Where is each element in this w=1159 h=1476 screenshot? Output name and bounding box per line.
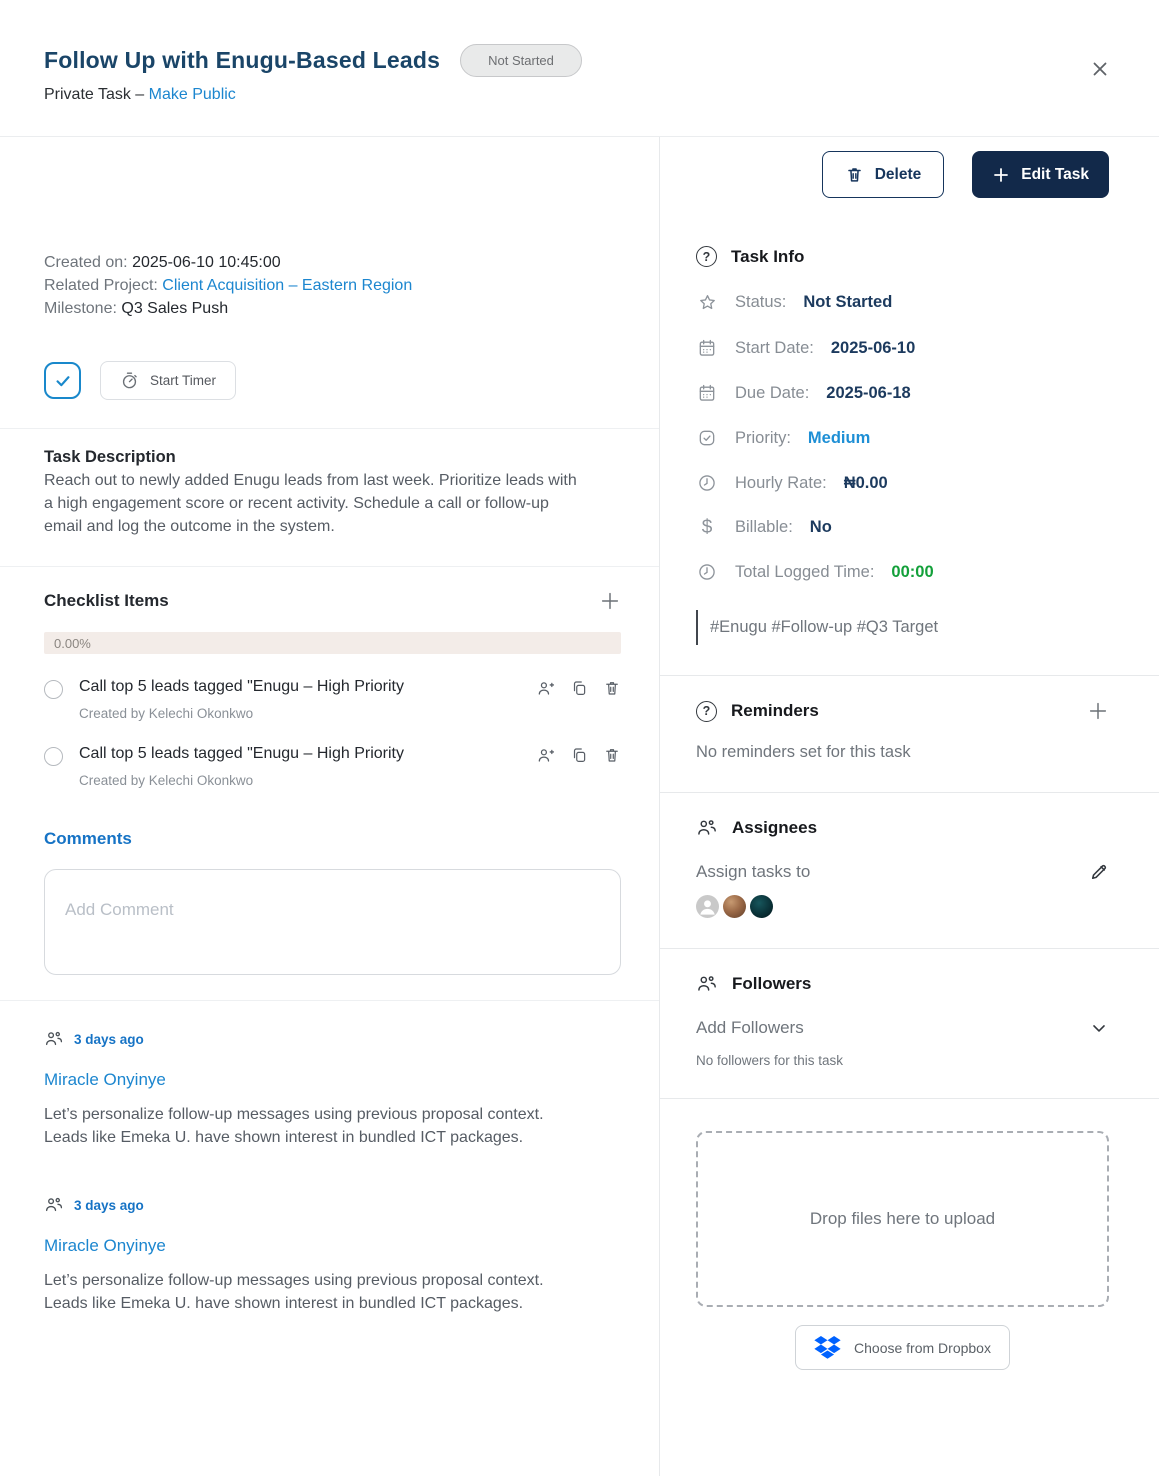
header-left: [44, 44, 582, 104]
privacy-subtitle: [44, 86, 582, 104]
status-row: [696, 292, 1109, 313]
privacy-label: Private Task –: [44, 86, 145, 103]
question-circle-icon: [696, 246, 717, 267]
checklist-item-meta: Created by Kelechi Okonkwo: [79, 773, 254, 788]
add-followers-dropdown[interactable]: [696, 1018, 1109, 1038]
question-circle-icon: [696, 701, 717, 722]
assign-person-icon[interactable]: [536, 679, 555, 698]
comment-entry: [44, 1195, 621, 1315]
calendar-icon: [696, 383, 718, 403]
task-description-body: Reach out to newly added Enugu leads from last week. Prioritize leads with a high engagement score or recent activity. Schedule a call or follow-up email and log the outcome in the system.: [44, 472, 577, 535]
due-date-row: [696, 383, 1109, 403]
milestone-row: [44, 297, 621, 320]
users-icon: [696, 973, 718, 995]
related-project-row: [44, 274, 621, 297]
followers-empty-text: No followers for this task: [696, 1053, 844, 1068]
add-followers-label: Add Followers: [696, 1018, 804, 1037]
assignees-section: [696, 817, 1109, 918]
checklist-progress-bar: [44, 632, 621, 654]
chevron-down-icon: [1089, 1018, 1109, 1038]
comment-timestamp: 3 days ago: [74, 1031, 144, 1047]
start-date-label: Start Date:: [735, 338, 814, 357]
copy-icon[interactable]: [570, 679, 588, 698]
delete-button[interactable]: [822, 151, 945, 198]
task-actions: [696, 151, 1109, 198]
check-icon: [53, 371, 73, 391]
task-meta: [44, 251, 621, 320]
assign-tasks-to-label: Assign tasks to: [696, 862, 811, 881]
start-timer-button[interactable]: [100, 361, 236, 400]
checklist-item-meta: Created by Kelechi Okonkwo: [79, 706, 254, 721]
billable-row: [696, 518, 1109, 537]
hourly-rate-label: Hourly Rate:: [735, 473, 827, 492]
start-date-row: [696, 338, 1109, 358]
billable-value: No: [809, 518, 832, 536]
status-badge: Not Started: [460, 44, 582, 77]
reminders-empty-text: No reminders set for this task: [696, 743, 911, 761]
copy-icon[interactable]: [570, 746, 588, 765]
avatar[interactable]: [750, 895, 773, 918]
choose-from-dropbox-button[interactable]: [795, 1325, 1010, 1370]
make-public-link[interactable]: Make Public: [148, 86, 236, 103]
logged-time-label: Total Logged Time:: [735, 562, 875, 581]
related-project-link[interactable]: Client Acquisition – Eastern Region: [162, 277, 413, 294]
timer-row: [44, 361, 621, 400]
divider: [0, 566, 659, 567]
dropbox-icon: [814, 1336, 841, 1359]
complete-task-checkbox[interactable]: [44, 362, 81, 399]
divider: [0, 1000, 659, 1001]
checklist-header: [44, 590, 621, 612]
star-icon: [696, 292, 718, 313]
add-reminder-icon[interactable]: [1087, 700, 1109, 722]
clock-icon: [696, 473, 718, 493]
trash-icon[interactable]: [603, 679, 621, 698]
milestone-label: Milestone:: [44, 300, 117, 317]
comment-timestamp: 3 days ago: [74, 1197, 144, 1213]
left-column: [0, 137, 659, 1476]
checklist-item-text: Call top 5 leads tagged "Enugu – High Priority: [79, 678, 404, 695]
page-title: Follow Up with Enugu-Based Leads: [44, 47, 441, 73]
dropbox-button-label: Choose from Dropbox: [854, 1339, 991, 1356]
created-on-label: Created on:: [44, 254, 128, 271]
edit-task-button-label: Edit Task: [1021, 165, 1089, 183]
avatar[interactable]: [696, 895, 719, 918]
task-description-section: [44, 448, 621, 538]
dropzone-text: Drop files here to upload: [809, 1209, 996, 1228]
task-tags: #Enugu #Follow-up #Q3 Target: [696, 610, 1109, 645]
divider: [660, 675, 1159, 676]
divider: [660, 948, 1159, 949]
clock-icon: [696, 562, 718, 582]
priority-row: [696, 428, 1109, 448]
users-icon: [696, 817, 718, 839]
right-column: [659, 137, 1159, 1476]
billable-label: Billable:: [735, 518, 793, 536]
checklist-item: [44, 745, 621, 788]
checklist-heading: Checklist Items: [44, 591, 169, 610]
milestone-value: Q3 Sales Push: [121, 300, 229, 317]
trash-icon[interactable]: [603, 746, 621, 765]
close-icon[interactable]: [1089, 58, 1111, 80]
divider: [660, 792, 1159, 793]
checklist-item: [44, 678, 621, 721]
due-date-label: Due Date:: [735, 383, 810, 402]
hourly-rate-row: [696, 473, 1109, 493]
file-dropzone[interactable]: [696, 1131, 1109, 1307]
assignees-heading: Assignees: [732, 818, 818, 837]
task-info-heading: Task Info: [731, 246, 805, 266]
users-icon: [44, 1195, 64, 1215]
created-on-value: 2025-06-10 10:45:00: [132, 254, 281, 271]
checklist-progress-label: 0.00%: [54, 635, 91, 651]
comment-entry: [44, 1029, 621, 1149]
trash-icon: [845, 165, 864, 184]
status-label: Status:: [735, 293, 787, 311]
comment-body: Let’s personalize follow-up messages using previous proposal context. Leads like Emeka U. have shown interest in bundled ICT packages.: [44, 1106, 544, 1146]
priority-value: Medium: [807, 428, 871, 447]
start-date-value: 2025-06-10: [830, 338, 916, 357]
plus-icon: [992, 166, 1010, 184]
calendar-icon: [696, 338, 718, 358]
assignee-avatars: [696, 895, 1109, 918]
hourly-rate-value: ₦0.00: [843, 473, 888, 492]
followers-section: [696, 973, 1109, 1068]
check-square-icon: [696, 428, 718, 448]
edit-icon[interactable]: [1089, 862, 1109, 882]
created-on-row: [44, 251, 621, 274]
related-project-label: Related Project:: [44, 277, 158, 294]
divider: [0, 428, 659, 429]
followers-heading: Followers: [732, 974, 812, 993]
avatar[interactable]: [723, 895, 746, 918]
priority-label: Priority:: [735, 428, 791, 447]
stopwatch-icon: [120, 371, 139, 390]
users-icon: [44, 1029, 64, 1049]
checklist-item-text: Call top 5 leads tagged "Enugu – High Priority: [79, 745, 404, 762]
reminders-section: [696, 700, 1109, 762]
add-comment-input[interactable]: [44, 869, 621, 975]
assign-person-icon[interactable]: [536, 746, 555, 765]
task-description-heading: Task Description: [44, 448, 176, 466]
comments-heading[interactable]: Comments: [44, 829, 132, 848]
start-timer-label: Start Timer: [150, 373, 217, 388]
checklist-item-actions: [536, 679, 621, 698]
checklist-item-actions: [536, 746, 621, 765]
comment-author[interactable]: Miracle Onyinye: [44, 1236, 166, 1255]
task-info-section: [696, 246, 1109, 645]
checklist-item-checkbox[interactable]: [44, 680, 63, 699]
reminders-heading: Reminders: [731, 701, 819, 720]
logged-time-row: [696, 562, 1109, 582]
edit-task-button[interactable]: [972, 151, 1109, 198]
status-value: Not Started: [803, 293, 893, 311]
logged-time-value: 00:00: [891, 562, 934, 581]
checklist-item-checkbox[interactable]: [44, 747, 63, 766]
header: [0, 0, 1159, 137]
delete-button-label: Delete: [874, 165, 922, 183]
divider: [660, 1098, 1159, 1099]
comment-author[interactable]: Miracle Onyinye: [44, 1070, 166, 1089]
comment-body: Let’s personalize follow-up messages using previous proposal context. Leads like Emeka U. have shown interest in bundled ICT packages.: [44, 1272, 544, 1312]
due-date-value: 2025-06-18: [826, 383, 911, 402]
add-checklist-item-icon[interactable]: [599, 590, 621, 612]
